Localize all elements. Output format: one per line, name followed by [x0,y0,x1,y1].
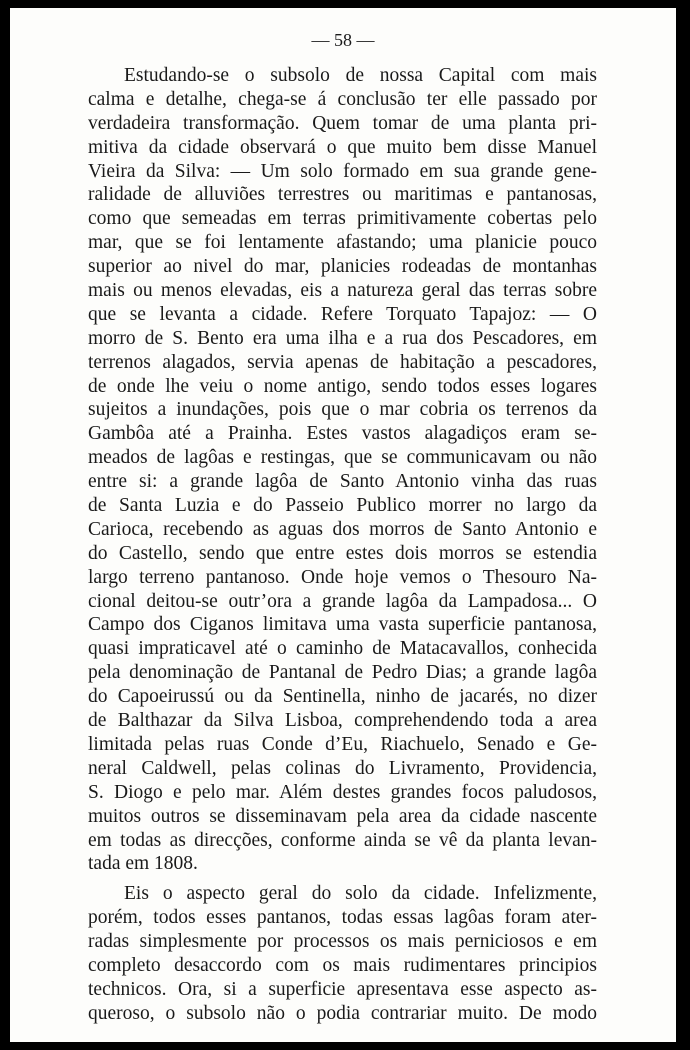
text-line: Campo dos Ciganos limitava uma vasta superficie pantanosa, [88,614,597,636]
text-line: Gambôa até a Prainha. Estes vastos alagadiços eram se- [88,423,597,445]
text-line: largo terreno pantanoso. Onde hoje vemos o Thesouro Na- [88,566,597,588]
text-line: mais ou menos elevadas, eis a natureza geral das terras sobre [88,280,597,302]
text-line: do Capoeirussú ou da Sentinella, ninho de jacarés, no dizer [88,686,597,708]
text-line: calma e detalhe, chega-se á conclusão ter elle passado por [88,88,597,110]
text-line: mar, que se foi lentamente afastando; uma planicie pouco [88,232,597,254]
text-line: completo desaccordo com os mais rudimentares principios [88,954,597,976]
text-line: radas simplesmente por processos os mais perniciosos e em [88,931,597,953]
text-line: verdadeira transformação. Quem tomar de uma planta pri- [88,112,597,134]
text-line: meados de lagôas e restingas, que se communicavam ou não [88,447,597,469]
text-line: cional deitou-se outr’ora a grande lagôa da Lampadosa... O [88,590,597,612]
text-line: Vieira da Silva: — Um solo formado em sua grande gene- [88,160,597,182]
text-line: queroso, o subsolo não o podia contrariar muito. De modo [88,1002,597,1024]
text-line: ralidade de alluviões terrestres ou maritimas e pantanosas, [88,184,597,206]
text-line: de Balthazar da Silva Lisboa, comprehendendo toda a area [88,710,597,732]
body-text [88,64,597,1026]
text-line: terrenos alagados, servia apenas de habitação a pescadores, [88,351,597,373]
book-page [10,8,676,1042]
text-line: do Castello, sendo que entre estes dois morros se estendia [88,542,597,564]
text-line: entre si: a grande lagôa de Santo Antonio vinha das ruas [88,471,597,493]
text-line: de Santa Luzia e do Passeio Publico morrer no largo da [88,495,597,517]
text-line: porém, todos esses pantanos, todas essas lagôas foram ater- [88,907,597,929]
text-line: limitada pelas ruas Conde d’Eu, Riachuelo, Senado e Ge- [88,733,597,755]
text-line: Eis o aspecto geral do solo da cidade. Infelizmente, [124,883,597,905]
text-line: morro de S. Bento era uma ilha e a rua dos Pescadores, em [88,327,597,349]
text-line: S. Diogo e pelo mar. Além destes grandes focos paludosos, [88,781,597,803]
text-line: como que semeadas em terras primitivamente cobertas pelo [88,208,597,230]
paragraph [88,882,597,1025]
text-line: superior ao nivel do mar, planicies rodeadas de montanhas [88,256,597,278]
text-line: technicos. Ora, si a superficie apresentava esse aspecto as- [88,978,597,1000]
text-line: mitiva da cidade observará o que muito bem disse Manuel [88,136,597,158]
text-line: Estudando-se o subsolo de nossa Capital com mais [124,65,597,86]
page-number: — 58 — [311,30,375,50]
text-line: que se levanta a cidade. Refere Torquato Tapajoz: — O [88,303,597,325]
text-line: em todas as direcções, conforme ainda se vê da planta levan- [88,829,597,851]
text-line: muitos outros se disseminavam pela area da cidade nascente [88,805,597,827]
text-line: tada em 1808. [88,853,198,875]
text-line: Carioca, recebendo as aguas dos morros de Santo Antonio e [88,518,597,540]
text-line: neral Caldwell, pelas colinas do Livramento, Providencia, [88,757,597,779]
paragraph [88,64,597,876]
text-line: pela denominação de Pantanal de Pedro Dias; a grande lagôa [88,662,597,684]
text-line: sujeitos a inundações, pois que o mar cobria os terrenos da [88,399,597,421]
text-line: de onde lhe veiu o nome antigo, sendo todos esses logares [88,375,597,397]
text-line: quasi impraticavel até o caminho de Matacavallos, conhecida [88,638,597,660]
